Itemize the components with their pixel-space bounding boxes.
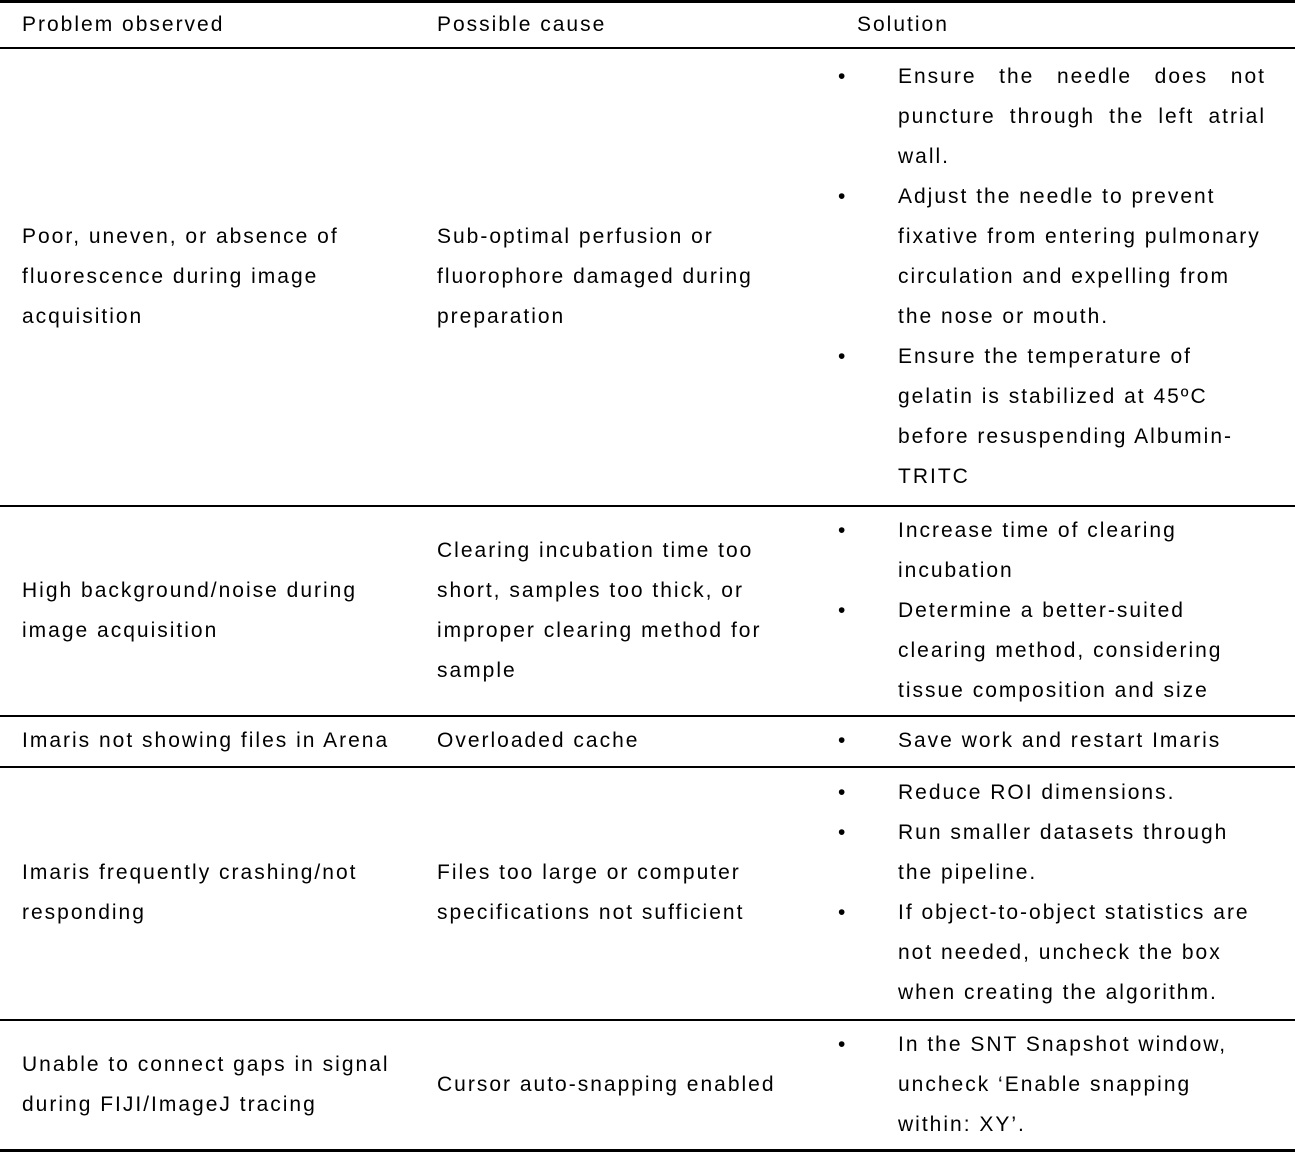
solution-cell [830,1020,1295,1151]
table-row-imaris-crashing [0,767,1295,1020]
table-body [0,48,1295,1151]
solution-text: If object-to-object statistics are not needed, uncheck the box when creating the algorithm. [898,901,1250,1004]
bullet-icon: • [838,518,848,542]
bullet-icon: • [838,64,848,88]
solution-text: Adjust the needle to prevent fixative from entering pulmonary circulation and expelling from the nose or mouth. [898,184,1261,328]
solution-item [838,511,1295,591]
solution-item [838,721,1295,761]
solution-text: In the SNT Snapshot window, uncheck ‘Enable snapping within: XY’. [898,1032,1228,1136]
solution-item [838,591,1295,711]
column-header-cause: Possible cause [437,12,607,36]
solution-text: Increase time of clearing incubation [898,518,1177,582]
cause-cell: Files too large or computer specifications not sufficient [437,861,745,924]
solution-item [838,773,1295,813]
bullet-icon: • [838,821,848,844]
cause-cell: Cursor auto-snapping enabled [437,1072,776,1096]
solution-text: Determine a better-suited clearing method, considering tissue composition and size [898,598,1223,702]
solution-text: Save work and restart Imaris [898,729,1222,752]
problem-cell: Imaris not showing files in Arena [22,729,390,752]
bullet-icon: • [838,729,848,752]
bullet-icon: • [838,184,848,208]
problem-cell: Imaris frequently crashing/not responding [22,861,358,924]
cause-cell: Clearing incubation time too short, samples too thick, or improper clearing method for sample [437,538,762,682]
column-header-solution: Solution [857,12,949,36]
solution-item [838,813,1295,893]
cause-cell: Overloaded cache [437,729,640,752]
problem-cell: Poor, uneven, or absence of fluorescence during image acquisition [22,224,339,328]
solution-text: Ensure the temperature of gelatin is stabilized at 45ºC before resuspending Albumin-TRITC [898,344,1234,488]
bullet-icon: • [838,901,848,924]
solution-text: Ensure the needle does not puncture through the left atrial wall. [898,64,1266,168]
solution-item [838,337,1295,497]
solution-text: Reduce ROI dimensions. [898,781,1176,804]
cause-cell: Sub-optimal perfusion or fluorophore damaged during preparation [437,224,753,328]
column-header-problem: Problem observed [22,12,225,36]
solution-item [838,1025,1295,1145]
problem-cell: Unable to connect gaps in signal during FIJI/ImageJ tracing [22,1052,390,1116]
problem-cell: High background/noise during image acquisition [22,578,358,642]
bullet-icon: • [838,1032,848,1056]
solution-item [838,57,1295,177]
solution-cell [830,48,1295,506]
bullet-icon: • [838,344,848,368]
bullet-icon: • [838,598,848,622]
solution-item [838,177,1295,337]
table-header [0,2,1295,48]
table-row-arena-files [0,716,1295,767]
table-row-fluorescence [0,48,1295,506]
solution-cell [830,716,1295,767]
header-row [0,2,1295,48]
table-row-snapping [0,1020,1295,1151]
solution-text: Run smaller datasets through the pipeline. [898,821,1229,884]
solution-item [838,893,1295,1013]
solution-cell [830,767,1295,1020]
table-row-background-noise [0,506,1295,716]
bullet-icon: • [838,781,848,804]
solution-cell [830,506,1295,716]
